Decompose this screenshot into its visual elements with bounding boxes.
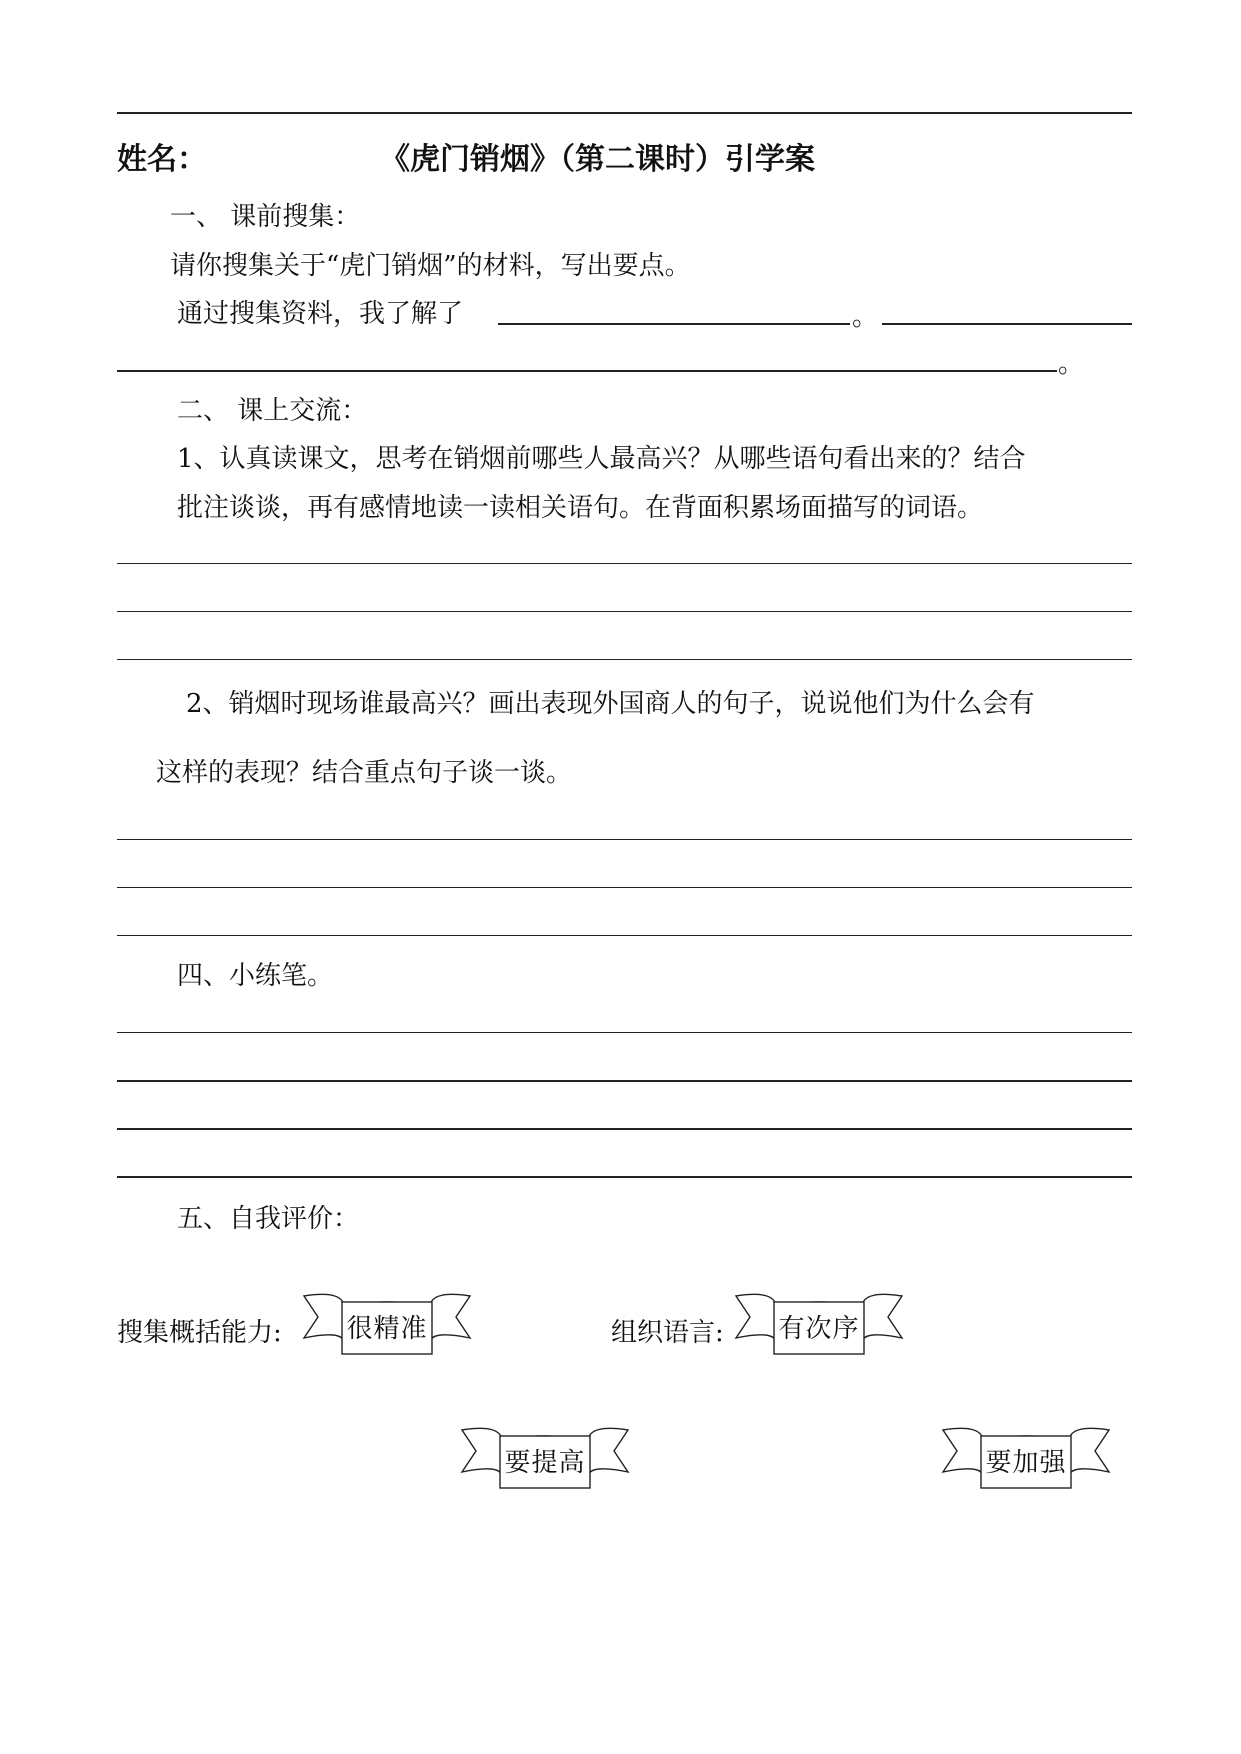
answer-line[interactable] [117,563,1132,564]
ability-label: 搜集概括能力: [117,1318,282,1348]
question2-line2: 这样的表现？结合重点句子谈一谈。 [156,758,573,788]
section5-heading: 五、自我评价： [177,1204,360,1234]
top-rule [117,112,1132,114]
page-title: 《虎门销烟》（第二课时）引学案 [380,142,815,177]
rating-ribbon-strengthen[interactable] [941,1424,1111,1490]
section2-heading: 二、 课上交流： [177,396,368,426]
question1-line1: 1、认真读课文，思考在销烟前哪些人最高兴？从哪些语句看出来的？结合 [177,444,1026,474]
answer-line[interactable] [117,611,1132,612]
answer-blank-3[interactable] [117,370,1057,372]
answer-line[interactable] [117,1128,1132,1130]
answer-line[interactable] [117,935,1132,936]
rating-ribbon-improve[interactable] [460,1424,630,1490]
period-1: 。 [852,302,879,332]
rating-label: 很精准 [346,1314,428,1344]
rating-label: 有次序 [778,1314,860,1344]
question1-line2: 批注谈谈，再有感情地读一读相关语句。在背面积累场面描写的词语。 [177,493,984,523]
rating-ribbon-precise[interactable] [302,1290,472,1356]
period-2: 。 [1058,349,1085,379]
name-label: 姓名： [117,142,207,177]
answer-line[interactable] [117,659,1132,660]
section1-prompt: 通过搜集资料，我了解了 [177,299,464,329]
answer-line[interactable] [117,839,1132,840]
answer-line[interactable] [117,1080,1132,1082]
question2-line1: 2、销烟时现场谁最高兴？画出表现外国商人的句子，说说他们为什么会有 [186,689,1035,719]
answer-line[interactable] [117,1032,1132,1033]
section4-heading: 四、小练笔。 [177,961,334,991]
answer-blank-1[interactable] [498,323,850,325]
answer-line[interactable] [117,1176,1132,1178]
rating-label: 要提高 [504,1448,586,1478]
language-label: 组织语言: [611,1318,724,1348]
rating-label: 要加强 [985,1448,1067,1478]
answer-blank-2[interactable] [882,323,1132,325]
rating-ribbon-ordered[interactable] [734,1290,904,1356]
section1-instruction: 请你搜集关于“虎门销烟”的材料，写出要点。 [170,251,691,281]
section1-heading: 一、 课前搜集： [170,202,361,232]
answer-line[interactable] [117,887,1132,888]
